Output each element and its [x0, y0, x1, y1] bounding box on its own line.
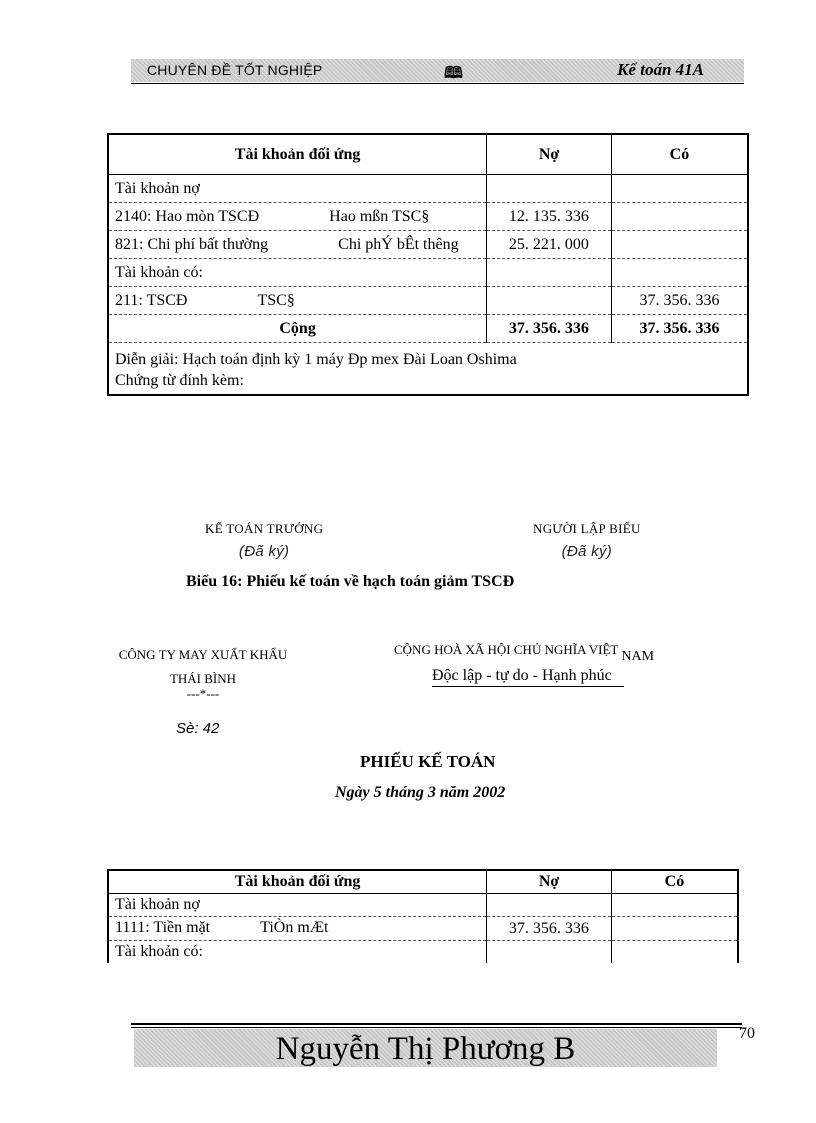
header-rule — [131, 83, 744, 84]
row-account: Tài khoản có: — [108, 258, 487, 286]
row-credit: 37. 356. 336 — [611, 286, 748, 314]
row-debit: 37. 356. 336 — [487, 917, 612, 941]
row-account: Tài khoản có: — [108, 941, 487, 964]
account-name-alt: TiÒn mÆt — [260, 919, 329, 936]
footer-rule — [131, 1023, 742, 1025]
footer-rule-thin — [131, 1027, 742, 1028]
author-name: Nguyễn Thị Phương B — [275, 1031, 576, 1067]
document-number: Sè: 42 — [176, 720, 220, 737]
row-account — [108, 202, 487, 230]
table-header-row — [108, 870, 738, 894]
row-debit — [487, 894, 612, 917]
preparer-title: NGƯỜI LẬP BIỂU — [533, 521, 641, 536]
account-name: 821: Chi phí bất thường — [115, 235, 269, 253]
row-credit — [611, 174, 748, 202]
row-debit: 25. 221. 000 — [487, 230, 612, 258]
page-number: 70 — [739, 1025, 755, 1042]
preparer-status: (Đã ký) — [561, 543, 613, 560]
table-row — [108, 941, 738, 964]
table-row — [108, 174, 748, 202]
company-location: THÁI BÌNH — [169, 671, 237, 686]
col-header-account: Tài khoản đối ứng — [108, 870, 487, 894]
company-stars: ---*--- — [186, 686, 220, 701]
company-name: CÔNG TY MAY XUẤT KHẨU — [118, 647, 288, 662]
republic-nam: NAM — [621, 649, 655, 664]
row-debit — [487, 286, 612, 314]
chief-accountant-status: (Đã ký) — [238, 543, 290, 560]
row-debit — [487, 258, 612, 286]
republic-title — [394, 642, 655, 664]
row-account — [108, 917, 487, 941]
table-row — [108, 894, 738, 917]
row-account: Tài khoản nợ — [108, 174, 487, 202]
chief-accountant-title: KẾ TOÁN TRƯỞNG — [205, 521, 324, 536]
description-cell — [108, 342, 748, 395]
account-name-alt: Hao mßn TSC§ — [329, 207, 430, 225]
ledger-table-2 — [107, 869, 739, 963]
row-account — [108, 230, 487, 258]
table-row — [108, 917, 738, 941]
slip-title: PHIẾU KẾ TOÁN — [360, 752, 496, 771]
slip-date: Ngày 5 tháng 3 năm 2002 — [335, 784, 506, 801]
row-account: Tài khoản nợ — [108, 894, 487, 917]
row-credit — [611, 917, 738, 941]
header-right-text: Kế toán 41A — [617, 60, 704, 79]
description-row — [108, 342, 748, 395]
chung-tu: Chứng từ đính kèm: — [115, 371, 244, 389]
row-credit — [611, 258, 748, 286]
account-name: 1111: Tiền mặt — [115, 919, 211, 936]
table-row — [108, 230, 748, 258]
row-debit — [487, 941, 612, 964]
account-name: 211: TSCĐ — [115, 291, 188, 309]
table-row — [108, 202, 748, 230]
account-name-alt: Chi phÝ bÊt thêng — [338, 235, 459, 253]
dien-giai: Diễn giải: Hạch toán định kỳ 1 máy Đp mex Đài Loan Oshima — [115, 350, 517, 368]
row-credit — [611, 230, 748, 258]
table-header-row — [108, 134, 748, 174]
row-debit: 12. 135. 336 — [487, 202, 612, 230]
chief-accountant-signature — [205, 521, 323, 560]
col-header-debit: Nợ — [487, 870, 612, 894]
row-credit — [611, 202, 748, 230]
col-header-credit: Có — [611, 134, 748, 174]
book-icon: 🕮 — [444, 65, 463, 82]
account-name-alt: TSC§ — [257, 291, 295, 309]
total-row — [108, 314, 748, 342]
header-left-text: CHUYÊN ĐỀ TỐT NGHIỆP — [147, 62, 323, 78]
table-row — [108, 286, 748, 314]
total-credit: 37. 356. 336 — [611, 314, 748, 342]
row-debit — [487, 174, 612, 202]
page-header — [131, 59, 744, 82]
account-name: 2140: Hao mòn TSCĐ — [115, 207, 260, 225]
col-header-account: Tài khoản đối ứng — [108, 134, 487, 174]
row-account — [108, 286, 487, 314]
ledger-table-1 — [107, 133, 749, 396]
col-header-credit: Có — [611, 870, 738, 894]
total-label: Cộng — [108, 314, 487, 342]
republic-title-text: CỘNG HOÀ XÃ HỘI CHỦ NGHĨA VIỆT — [394, 642, 619, 657]
row-credit — [611, 941, 738, 964]
company-block — [100, 643, 306, 701]
preparer-signature — [533, 521, 641, 560]
republic-motto: Độc lập - tự do - Hạnh phúc — [432, 667, 624, 687]
total-debit: 37. 356. 336 — [487, 314, 612, 342]
table-row — [108, 258, 748, 286]
col-header-debit: Nợ — [487, 134, 612, 174]
figure-caption: Biểu 16: Phiếu kế toán về hạch toán giảm TSCĐ — [186, 573, 515, 590]
page-footer — [134, 1029, 717, 1067]
row-credit — [611, 894, 738, 917]
